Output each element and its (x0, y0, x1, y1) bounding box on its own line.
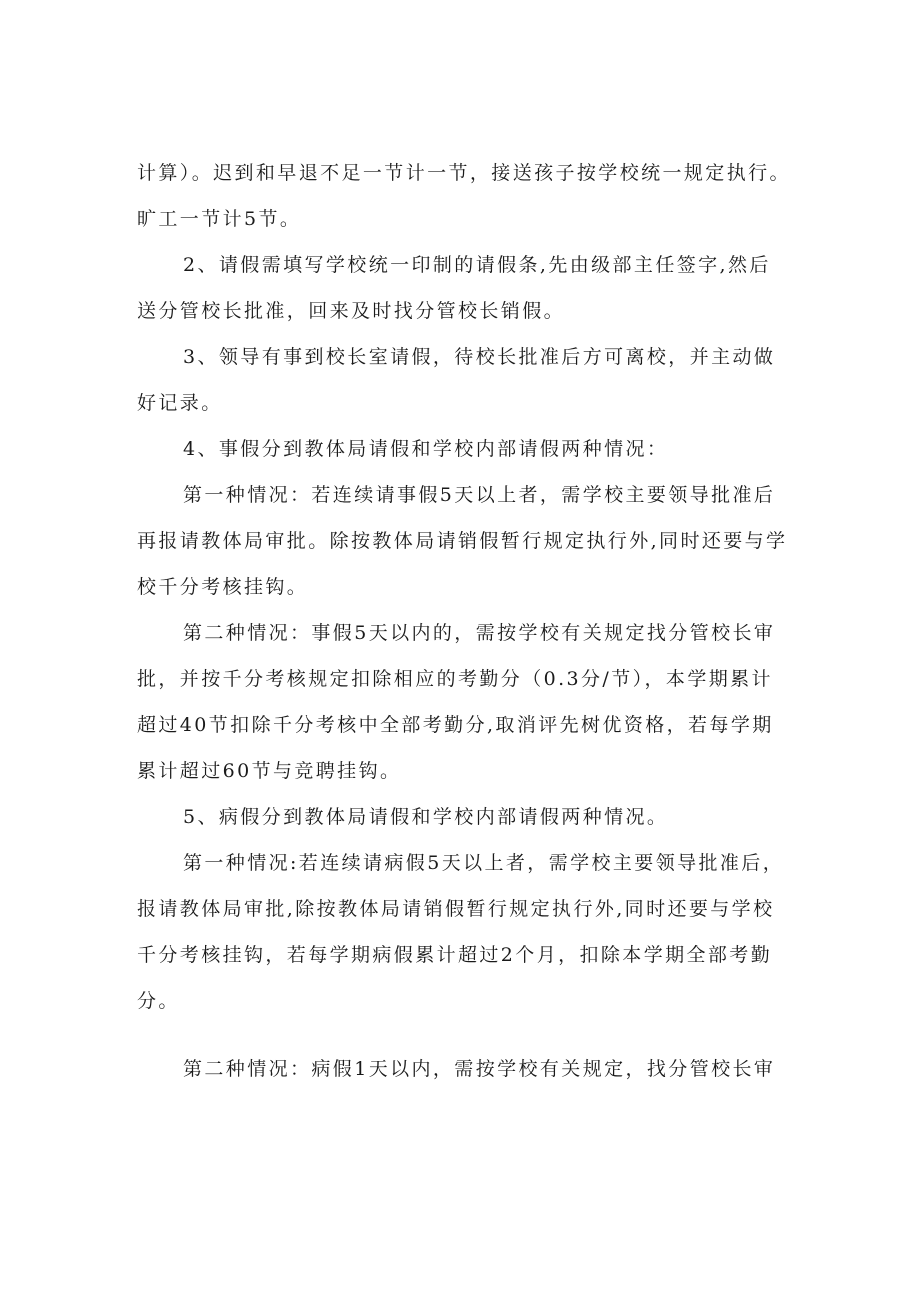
text-line: 2、请假需填写学校统一印制的请假条,先由级部主任签字,然后 (183, 254, 771, 276)
text-line: 第一种情况:若连续请病假5天以上者，需学校主要领导批准后， (183, 852, 785, 874)
text-line: 计算）。迟到和早退不足一节计一节，接送孩子按学校统一规定执行。 (137, 162, 791, 184)
text-line: 好记录。 (137, 392, 223, 414)
text-line: 5、病假分到教体局请假和学校内部请假两种情况。 (183, 806, 669, 828)
text-line: 校千分考核挂钩。 (137, 576, 309, 598)
text-line: 分。 (137, 990, 180, 1012)
text-line: 旷工一节计5节。 (137, 208, 302, 230)
text-line: 再报请教体局审批。除按教体局请销假暂行规定执行外,同时还要与学 (137, 530, 788, 552)
text-line: 累计超过60节与竞聘挂钩。 (137, 760, 402, 782)
text-line: 超过40节扣除千分考核中全部考勤分,取消评先树优资格，若每学期 (137, 714, 774, 736)
text-line: 千分考核挂钩，若每学期病假累计超过2个月，扣除本学期全部考勤 (137, 944, 773, 966)
text-line: 送分管校长批准，回来及时找分管校长销假。 (137, 300, 566, 322)
paragraph-gap (137, 1024, 797, 1046)
text-line: 第一种情况：若连续请事假5天以上者，需学校主要领导批准后 (183, 484, 776, 506)
text-line: 4、事假分到教体局请假和学校内部请假两种情况： (183, 438, 669, 460)
text-line: 第二种情况：事假5天以内的，需按学校有关规定找分管校长审 (183, 622, 776, 644)
text-line: 报请教体局审批,除按教体局请销假暂行规定执行外,同时还要与学校 (137, 898, 775, 920)
document-body (137, 150, 797, 1092)
text-line: 第二种情况：病假1天以内，需按学校有关规定，找分管校长审 (183, 1058, 776, 1080)
text-line: 批，并按千分考核规定扣除相应的考勤分（0.3分/节），本学期累计 (137, 668, 773, 690)
text-line: 3、领导有事到校长室请假，待校长批准后方可离校，并主动做 (183, 346, 776, 368)
